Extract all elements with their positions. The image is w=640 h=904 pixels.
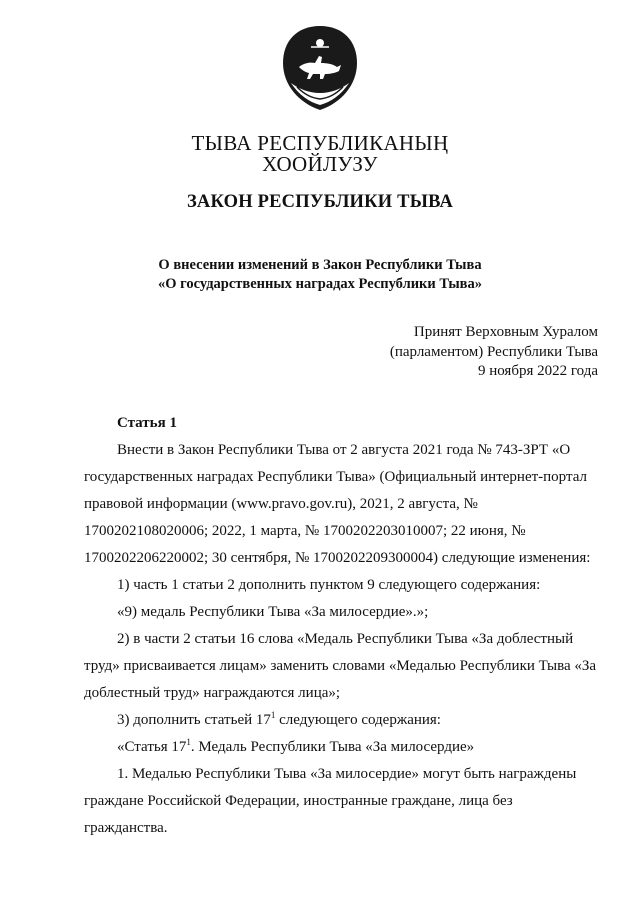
republic-name-line1: ТЫВА РЕСПУБЛИКАНЫҢ — [191, 131, 449, 155]
new-article-before: «Статья 17 — [117, 739, 187, 755]
article-title: Статья 1 — [117, 415, 177, 431]
new-article-after: . Медаль Республики Тыва «За милосердие» — [190, 739, 475, 755]
item2-line2: труд» присваивается лицам» заменить словами «Медалью Республики Тыва «За — [84, 658, 597, 674]
law-subject — [0, 256, 640, 294]
law-subject-line1: О внесении изменений в Закон Республики Тыва — [158, 257, 482, 273]
para1-line1: 1. Медалью Республики Тыва «За милосердие» могут быть награждены — [117, 766, 577, 782]
intro-line5: 1700202206220002; 30 сентября, № 1700202209300004) следующие изменения: — [84, 550, 591, 566]
law-title: ЗАКОН РЕСПУБЛИКИ ТЫВА — [186, 192, 454, 212]
item3-after: следующего содержания: — [275, 712, 441, 728]
law-subject-line2: «О государственных наградах Республики Тыва» — [158, 276, 482, 292]
adoption-date: 9 ноября 2022 года — [477, 363, 598, 379]
item3-before: 3) дополнить статьей 17 — [117, 712, 271, 728]
intro-line4: 1700202108020006; 2022, 1 марта, № 1700202203010007; 22 июня, № — [84, 523, 526, 539]
item3-sup: 1 — [270, 710, 276, 720]
adoption-line1: Принят Верховным Хуралом — [413, 324, 598, 340]
item1-quote: «9) медаль Республики Тыва «За милосердие».»; — [117, 604, 429, 620]
coat-of-arms-emblem — [277, 23, 363, 113]
intro-line1: Внести в Закон Республики Тыва от 2 августа 2021 года № 743-ЗРТ «О — [117, 442, 571, 458]
republic-name — [0, 133, 640, 175]
item2-line1: 2) в части 2 статьи 16 слова «Медаль Республики Тыва «За доблестный — [117, 631, 574, 647]
intro-line3: правовой информации (www.pravo.gov.ru), 2021, 2 августа, № — [84, 496, 478, 512]
new-article-sup: 1 — [186, 737, 191, 747]
para1-line2: граждане Российской Федерации, иностранные граждане, лица без — [84, 793, 513, 809]
new-article-heading — [84, 734, 599, 761]
intro-line2: государственных наградах Республики Тыва» (Официальный интернет-портал — [84, 469, 587, 485]
item3 — [84, 707, 599, 734]
republic-name-line2: ХООЙЛУЗУ — [262, 152, 378, 176]
item2-line3: доблестный труд» награждаются лица»; — [84, 685, 341, 701]
article-body — [84, 437, 599, 842]
para1-line3: гражданства. — [84, 820, 168, 836]
adoption-block — [390, 323, 598, 382]
item1: 1) часть 1 статьи 2 дополнить пунктом 9 следующего содержания: — [117, 577, 541, 593]
adoption-line2: (парламентом) Республики Тыва — [389, 343, 598, 360]
